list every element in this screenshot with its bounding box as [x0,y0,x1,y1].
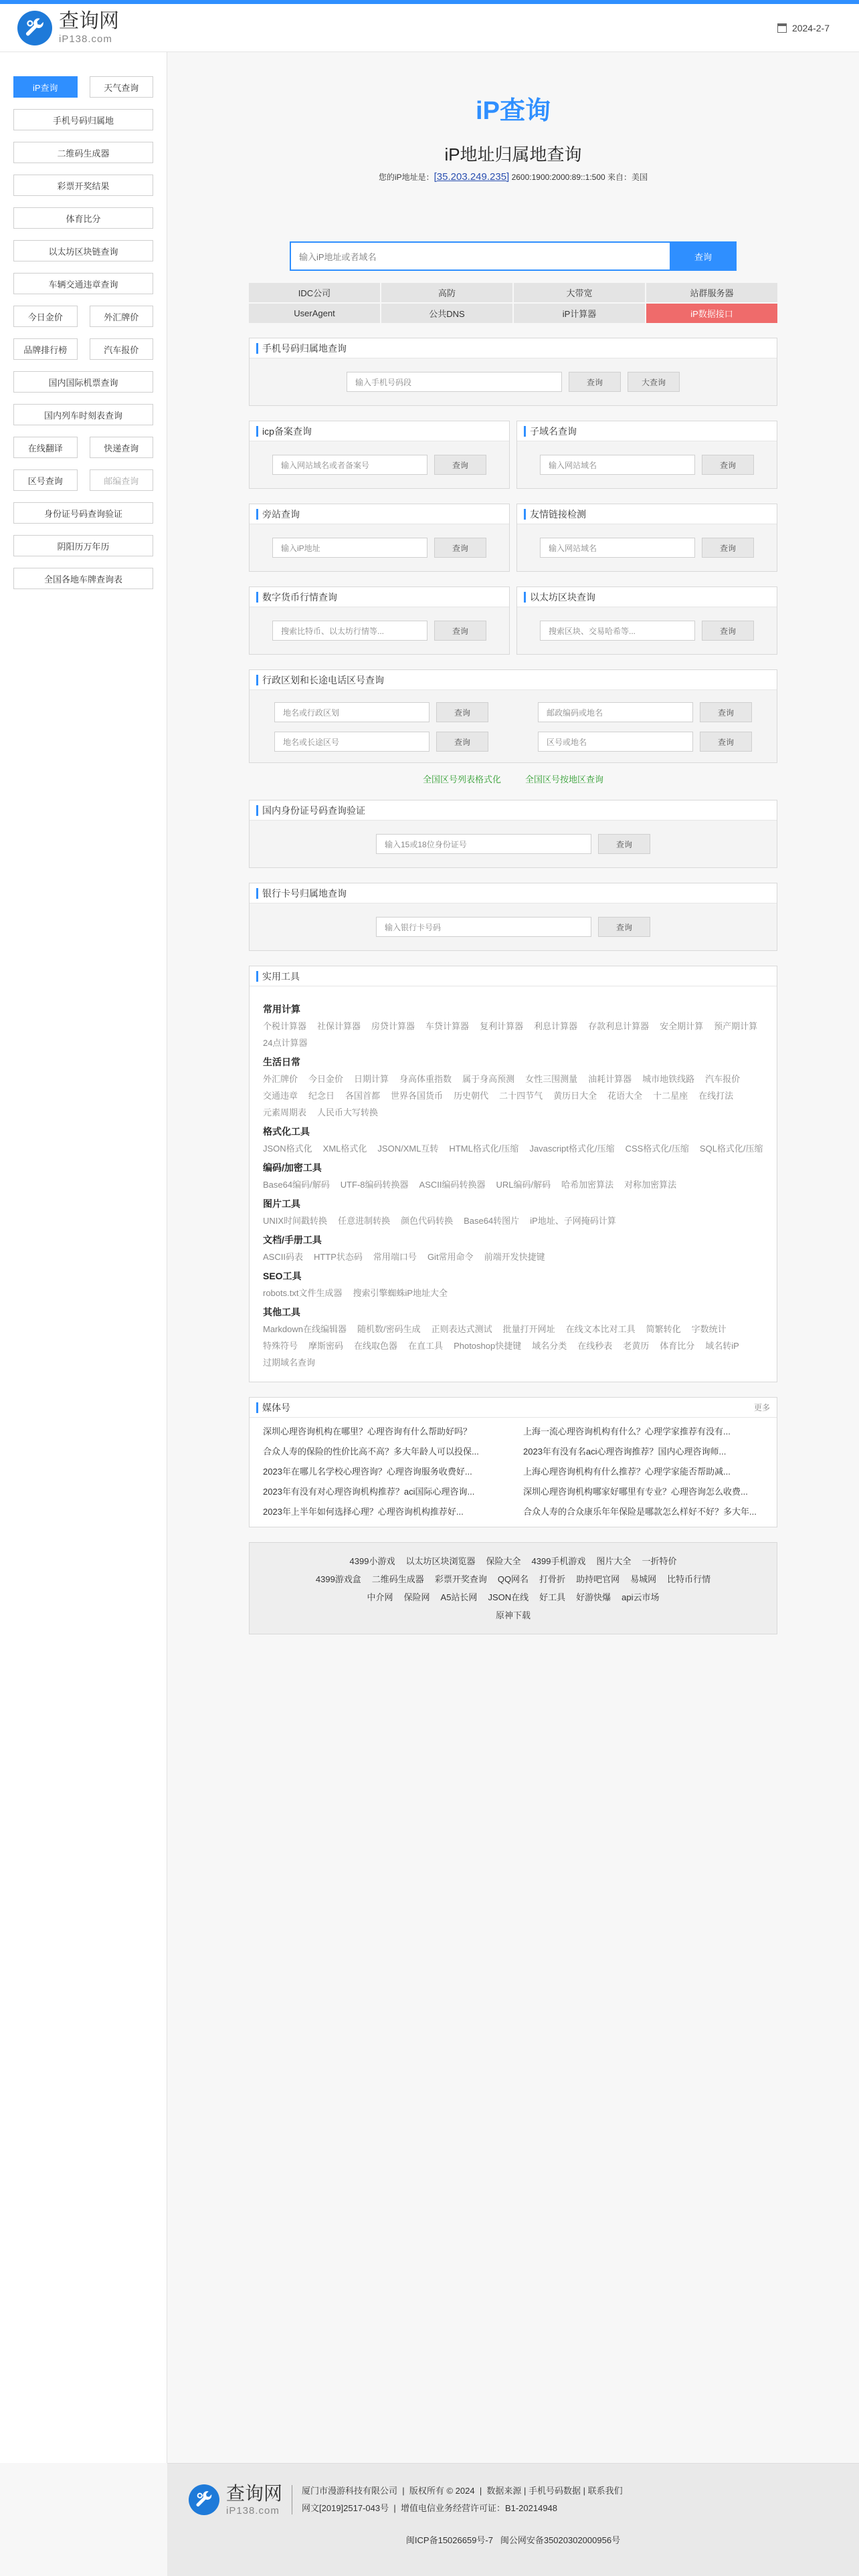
crypto-input[interactable]: 搜索比特币、以太坊行情等... [272,621,427,641]
tool-link[interactable]: 摩斯密码 [308,1341,344,1351]
sidesite-query-button[interactable]: 查询 [434,538,486,558]
current-ip-line [249,171,777,183]
area-query-button-4[interactable]: 查询 [700,732,752,752]
tool-link[interactable]: 元素周期表 [263,1107,307,1117]
mobile-query-button[interactable]: 查询 [569,372,621,392]
tool-link[interactable]: JSON格式化 [263,1144,312,1154]
wrench-logo-icon [17,11,52,45]
bankcard-panel-title: 银行卡号归属地查询 [250,883,777,903]
quick-tab[interactable]: 大带宽 [514,283,645,302]
sidebar-row [0,338,167,360]
logo-name: 查询网 [59,10,119,32]
friend-links-row [263,1588,763,1606]
sidebar-row [0,207,167,229]
quick-tab[interactable]: IDC公司 [249,283,380,302]
quick-tabs [249,283,777,323]
area-region-link[interactable]: 全国区号按地区查询 [525,774,604,784]
tool-link[interactable]: 利息计算器 [534,1021,578,1031]
sidebar-row [0,142,167,163]
eth-input[interactable]: 搜索区块、交易哈希等... [540,621,695,641]
media-article-link[interactable]: 2023年有没有对心理咨询机构推荐？aci国际心理咨询... [263,1487,475,1497]
media-article-link[interactable]: 上海心理咨询机构有什么推荐？心理学家能否帮助减... [523,1467,731,1477]
tool-link[interactable]: CSS格式化/压缩 [625,1144,689,1154]
main-content [249,52,777,1634]
tool-link[interactable]: 女性三围测量 [525,1074,578,1084]
friend-link[interactable]: 彩票开奖查询 [434,1574,487,1584]
media-more-link[interactable]: 更多 [753,1403,770,1412]
crypto-panel [249,586,510,655]
media-article-link[interactable]: 深圳心理咨询机构在哪里？心理咨询有什么帮助好吗？ [263,1426,472,1436]
media-article-link[interactable]: 合众人寿的合众康乐年年保险是哪款怎么样好不好？多大年... [523,1507,757,1517]
quick-tab[interactable]: 高防 [381,283,512,302]
tool-link[interactable]: Markdown在线编辑器 [263,1324,347,1334]
tool-link[interactable]: 常用端口号 [373,1252,417,1262]
tool-link[interactable]: 随机数/密码生成 [357,1324,421,1334]
sidebar-item[interactable]: 阴阳历万年历 [13,535,153,556]
quick-tab[interactable]: iP计算器 [514,304,645,323]
footer-license-1: 网文[2019]2517-043号 [302,2503,389,2513]
tool-link[interactable]: UTF-8编码转换器 [340,1180,409,1190]
tool-link[interactable]: 各国首都 [345,1091,381,1101]
quick-tab[interactable]: 站群服务器 [646,283,777,302]
friend-link[interactable]: A5站长网 [440,1592,478,1602]
friend-link[interactable]: api云市场 [622,1592,660,1602]
tool-link[interactable]: 城市地铁线路 [642,1074,695,1084]
tool-category-title: SEO工具 [263,1271,302,1281]
mobile-batch-button[interactable]: 大查询 [628,372,680,392]
sidebar-row [0,502,167,524]
tool-link[interactable]: JSON/XML互转 [377,1144,439,1154]
tool-category-title: 其他工具 [263,1307,300,1317]
tool-link[interactable]: 特殊符号 [263,1341,298,1351]
friend-link[interactable]: 助持吧官网 [576,1574,620,1584]
quick-tab[interactable]: iP数据接口 [646,304,777,323]
ip-v6: 2600:1900:2000:89::1:500 [511,173,605,182]
tool-link[interactable]: 汽车报价 [705,1074,741,1084]
area-input-4[interactable]: 区号或地名 [538,732,693,752]
tool-link[interactable]: 24点计算器 [263,1038,308,1048]
site-logo[interactable] [17,11,119,45]
friend-link[interactable]: JSON在线 [488,1592,529,1602]
sidebar-row [0,306,167,327]
media-panel [249,1397,777,1527]
friend-links-row [263,1570,763,1588]
mobile-panel-title: 手机号码归属地查询 [250,338,777,358]
media-article-link[interactable]: 2023年在哪儿名学校心理咨询？心理咨询服务收费好... [263,1467,472,1477]
tool-link[interactable]: iP地址、子网掩码计算 [530,1216,616,1226]
tool-link[interactable]: UNIX时间戳转换 [263,1216,328,1226]
friend-link[interactable]: 4399手机游戏 [531,1556,586,1566]
tool-link[interactable]: 正则表达式测试 [431,1324,492,1334]
footer-logo-domain: iP138.com [226,2504,280,2516]
tools-panel-title: 实用工具 [250,966,777,986]
friend-links-row [263,1606,763,1624]
friend-links [249,1542,777,1634]
bankcard-input[interactable]: 输入银行卡号码 [376,917,591,937]
sidebar-item[interactable]: 二维码生成器 [13,142,153,163]
media-list [250,1418,777,1527]
sidebar-item[interactable]: 以太坊区块链查询 [13,240,153,261]
friend-link[interactable]: 比特币行情 [667,1574,711,1584]
footer [167,2463,859,2576]
tool-link[interactable]: 花语大全 [607,1091,643,1101]
tools-panel [249,966,777,1382]
sidebar-item[interactable]: 车辆交通违章查询 [13,273,153,294]
tool-link[interactable]: 哈希加密算法 [561,1180,614,1190]
area-query-button-2[interactable]: 查询 [700,702,752,722]
area-query-button-3[interactable]: 查询 [436,732,488,752]
friend-link[interactable]: 好游快爆 [576,1592,611,1602]
area-list-link[interactable]: 全国区号列表格式化 [422,774,501,784]
date-display [777,23,830,33]
tool-link[interactable]: 复利计算器 [480,1021,524,1031]
idcard-input[interactable]: 输入15或18位身份证号 [376,834,591,854]
tool-category-title: 生活日常 [263,1057,300,1067]
tool-link[interactable]: 在线打法 [698,1091,734,1101]
tool-category-title: 格式化工具 [263,1126,310,1137]
sidebar-row [0,535,167,556]
tool-category-list [263,1142,763,1154]
friend-link[interactable]: 保险大全 [486,1556,521,1566]
quick-tab[interactable]: UserAgent [249,304,380,323]
tool-link[interactable]: 老黄历 [623,1341,650,1351]
tool-link[interactable]: 人民币大写转换 [317,1107,379,1117]
idcard-query-button[interactable]: 查询 [598,834,650,854]
tool-link[interactable]: ASCII码表 [263,1252,303,1262]
tool-link[interactable]: 预产期计算 [714,1021,758,1031]
tool-link[interactable]: Base64编码/解码 [263,1180,330,1190]
sidebar-item[interactable]: 体育比分 [13,207,153,229]
friendlink-panel [516,504,777,572]
media-article-link[interactable]: 2023年有没有名aci心理咨询推荐？国内心理咨询师... [523,1446,727,1457]
sidebar-row [0,371,167,393]
sidebar-item[interactable]: 快递查询 [90,437,154,458]
tool-link[interactable]: XML格式化 [322,1144,367,1154]
media-title: 媒体号 [262,1402,290,1413]
footer-copyright: 版权所有 © 2024 [409,2486,475,2496]
quick-tab[interactable]: 公共DNS [381,304,512,323]
tool-link[interactable]: 存款利息计算器 [588,1021,650,1031]
tool-link[interactable]: 前端开发快捷键 [484,1252,545,1262]
tool-link[interactable]: 安全期计算 [660,1021,704,1031]
tool-link[interactable]: 简繁转化 [646,1324,681,1334]
subdomain-panel-title: 子域名查询 [517,421,777,441]
tool-link[interactable]: 房贷计算器 [371,1021,415,1031]
tool-link[interactable]: 油耗计算器 [588,1074,632,1084]
sidebar-item[interactable]: 国内列车时刻表查询 [13,404,153,425]
bankcard-panel [249,883,777,951]
footer-license-2: 增值电信业务经营许可证：B1-20214948 [400,2503,558,2513]
crypto-panel-title: 数字货币行情查询 [250,587,509,607]
sidebar-item[interactable]: 国内国际机票查询 [13,371,153,393]
sidesite-panel-title: 旁站查询 [250,504,509,524]
tool-link[interactable]: robots.txt文件生成器 [263,1288,343,1298]
footer-registration [167,2533,859,2546]
idcard-panel-title: 国内身份证号码查询验证 [250,800,777,821]
footer-wrench-logo-icon [189,2484,219,2515]
friend-links-row [263,1552,763,1570]
tools-list [250,986,777,1382]
ip-location: 来自：美国 [607,173,648,182]
footer-business-links[interactable]: 数据来源 | 手机号码数据 | 联系我们 [486,2486,623,2496]
icp-input[interactable]: 输入网站域名或者备案号 [272,455,427,475]
tool-category-list [263,1178,763,1190]
sidebar-row [0,437,167,458]
sidebar-row [0,109,167,130]
tool-link[interactable]: 域名分类 [532,1341,567,1351]
friend-link[interactable]: 4399游戏盒 [315,1574,361,1584]
tool-category-title: 图片工具 [263,1198,300,1209]
tool-link[interactable]: 黄历日大全 [553,1091,597,1101]
idcard-panel [249,800,777,868]
sidebar-item[interactable]: 品牌排行榜 [13,338,78,360]
date-text: 2024-2-7 [791,22,830,33]
friend-link[interactable]: QQ网名 [497,1574,529,1584]
sidebar-row [0,568,167,589]
tool-link[interactable]: Javascript格式化/压缩 [529,1144,615,1154]
ip-prefix: 您的iP地址是： [378,173,434,182]
tool-link[interactable]: 搜索引擎蜘蛛iP地址大全 [353,1288,448,1298]
tool-link[interactable]: 任意进制转换 [338,1216,391,1226]
tool-link[interactable]: HTML格式化/压缩 [449,1144,519,1154]
friend-link[interactable]: 二维码生成器 [371,1574,424,1584]
tool-category-list [263,1072,763,1118]
tool-link[interactable]: 历史朝代 [454,1091,489,1101]
tool-link[interactable]: 颜色代码转换 [401,1216,454,1226]
tool-link[interactable]: Base64转图片 [464,1216,520,1226]
sidebar-item[interactable]: 邮编查询 [90,469,154,491]
footer-company-info: 厦门市漫游科技有限公司 | 版权所有 © 2024 | 数据来源 | 手机号码数据 | 联系我们 网文[2019]2517-043号 | 增值电信业务经营许可证：B1-20214948 [302,2486,623,2513]
top-bar [0,0,859,52]
eth-panel [516,586,777,655]
ip-search-button[interactable]: 查询 [670,241,737,271]
icp-query-button[interactable]: 查询 [434,455,486,475]
page-title: iP查询 [476,97,551,125]
friend-link[interactable]: 保险网 [403,1592,430,1602]
tool-link[interactable]: HTTP状态码 [313,1252,363,1262]
sidebar-item[interactable]: iP查询 [13,76,78,98]
sidebar-item[interactable]: 在线翻译 [13,437,78,458]
tool-link[interactable]: URL编码/解码 [496,1180,551,1190]
tool-category-list [263,1322,763,1368]
tool-category-list [263,1019,763,1049]
subdomain-panel [516,421,777,489]
media-article-link[interactable]: 深圳心理咨询机构哪家好哪里有专业？心理咨询怎么收费... [523,1487,748,1497]
tool-link[interactable]: ASCII编码转换器 [419,1180,486,1190]
area-code-fields [250,690,777,762]
tool-link[interactable]: 属于身高预测 [462,1074,515,1084]
area-links [249,772,777,785]
sidebar-item[interactable]: 区号查询 [13,469,78,491]
friend-link[interactable]: 中介网 [367,1592,393,1602]
sidebar-item[interactable]: 天气查询 [90,76,154,98]
tool-link[interactable]: 批量打开网址 [502,1324,555,1334]
tool-link[interactable]: 社保计算器 [317,1021,361,1031]
media-article-link[interactable]: 上海一流心理咨询机构有什么？心理学家推荐有没有... [523,1426,731,1436]
area-input-1[interactable]: 地名或行政区划 [274,702,430,722]
tool-category-list [263,1286,763,1299]
tool-link[interactable]: 字数统计 [691,1324,727,1334]
eth-panel-title: 以太坊区块查询 [517,587,777,607]
sidebar-row [0,175,167,196]
friendlink-query-button[interactable]: 查询 [702,538,754,558]
friend-link[interactable]: 图片大全 [596,1556,632,1566]
mobile-panel [249,338,777,406]
tool-link[interactable]: Photoshop快捷键 [454,1341,522,1351]
tool-link[interactable]: 身高体重指数 [399,1074,452,1084]
subdomain-input[interactable]: 输入网站域名 [540,455,695,475]
tool-link[interactable]: 世界各国货币 [391,1091,444,1101]
tool-link[interactable]: 在线取色器 [354,1341,398,1351]
sidebar-item[interactable]: 今日金价 [13,306,78,327]
tool-category-list [263,1214,763,1226]
page-subtitle: iP地址归属地查询 [444,144,582,165]
sidebar-item[interactable]: 汽车报价 [90,338,154,360]
footer-police[interactable]: 闽公网安备35020302000956号 [500,2535,621,2545]
sidebar [0,52,167,2463]
tool-link[interactable]: 交通违章 [263,1091,298,1101]
sidebar-item[interactable]: 身份证号码查询验证 [13,502,153,524]
friend-link[interactable]: 一折特价 [642,1556,677,1566]
sidebar-item[interactable]: 手机号码归属地 [13,109,153,130]
icp-panel-title: icp备案查询 [250,421,509,441]
bankcard-query-button[interactable]: 查询 [598,917,650,937]
tool-link[interactable]: Git常用命令 [427,1252,474,1262]
crypto-query-button[interactable]: 查询 [434,621,486,641]
tool-link[interactable]: 日期计算 [354,1074,389,1084]
logo-domain: iP138.com [59,33,112,45]
friend-link[interactable]: 打骨折 [539,1574,566,1584]
current-ip-link[interactable]: [35.203.249.235] [434,171,510,183]
sidebar-row [0,404,167,425]
friend-link[interactable]: 以太坊区块浏览器 [405,1556,476,1566]
area-panel-title: 行政区划和长途电话区号查询 [250,670,777,690]
friend-link[interactable]: 4399小游戏 [349,1556,395,1566]
footer-logo[interactable] [189,2484,282,2516]
sidebar-row [0,273,167,294]
tool-category-list [263,1250,763,1263]
sidesite-panel [249,504,510,572]
sidebar-item[interactable]: 彩票开奖结果 [13,175,153,196]
sidebar-item[interactable]: 全国各地车牌查询表 [13,568,153,589]
ip-search-input[interactable]: 输入iP地址或者域名 [290,241,670,271]
tool-link[interactable]: 二十四节气 [499,1091,543,1101]
calendar-icon [777,23,787,33]
tool-link[interactable]: 在线秒表 [577,1341,613,1351]
tool-link[interactable]: 个税计算器 [263,1021,307,1031]
tool-category-title: 文档/手册工具 [263,1235,322,1245]
footer-icp[interactable]: 闽ICP备15026659号-7 [405,2535,493,2545]
mobile-input[interactable]: 输入手机号码段 [347,372,562,392]
footer-logo-name: 查询网 [226,2482,283,2504]
tool-link[interactable]: 外汇牌价 [263,1074,298,1084]
media-article-link[interactable]: 合众人寿的保险的性价比高不高？多大年龄人可以投保... [263,1446,479,1457]
subdomain-query-button[interactable]: 查询 [702,455,754,475]
tool-link[interactable]: 域名转iP [705,1341,739,1351]
tool-link[interactable]: 纪念日 [308,1091,335,1101]
area-query-button-1[interactable]: 查询 [436,702,488,722]
media-article-link[interactable]: 2023年上半年如何选择心理？心理咨询机构推荐好... [263,1507,464,1517]
sidesite-input[interactable]: 输入iP地址 [272,538,427,558]
tool-link[interactable]: 对称加密算法 [624,1180,677,1190]
eth-query-button[interactable]: 查询 [702,621,754,641]
tool-link[interactable]: 今日金价 [308,1074,344,1084]
media-panel-title [250,1398,777,1418]
friend-link[interactable]: 好工具 [539,1592,566,1602]
tool-link[interactable]: 体育比分 [660,1341,695,1351]
sidebar-item[interactable]: 外汇牌价 [90,306,154,327]
friend-link[interactable]: 原神下载 [495,1610,531,1620]
tool-link[interactable]: 车贷计算器 [425,1021,470,1031]
friendlink-input[interactable]: 输入网站域名 [540,538,695,558]
tool-category-title: 编码/加密工具 [263,1162,322,1173]
ip-search-bar [290,241,737,271]
tool-link[interactable]: 十二星座 [653,1091,688,1101]
area-code-panel [249,669,777,763]
tool-link[interactable]: 过期域名查询 [263,1358,316,1368]
area-input-3[interactable]: 地名或长途区号 [274,732,430,752]
icp-panel [249,421,510,489]
friendlink-panel-title: 友情链接检测 [517,504,777,524]
area-input-2[interactable]: 邮政编码或地名 [538,702,693,722]
tool-link[interactable]: 在线文本比对工具 [565,1324,636,1334]
sidebar-row [0,76,167,98]
tool-category-title: 常用计算 [263,1004,300,1014]
friend-link[interactable]: 易城网 [630,1574,657,1584]
footer-company: 厦门市漫游科技有限公司 [302,2486,398,2496]
sidebar-row [0,469,167,491]
tool-link[interactable]: 在直工具 [408,1341,444,1351]
tool-link[interactable]: SQL格式化/压缩 [699,1144,763,1154]
sidebar-row [0,240,167,261]
